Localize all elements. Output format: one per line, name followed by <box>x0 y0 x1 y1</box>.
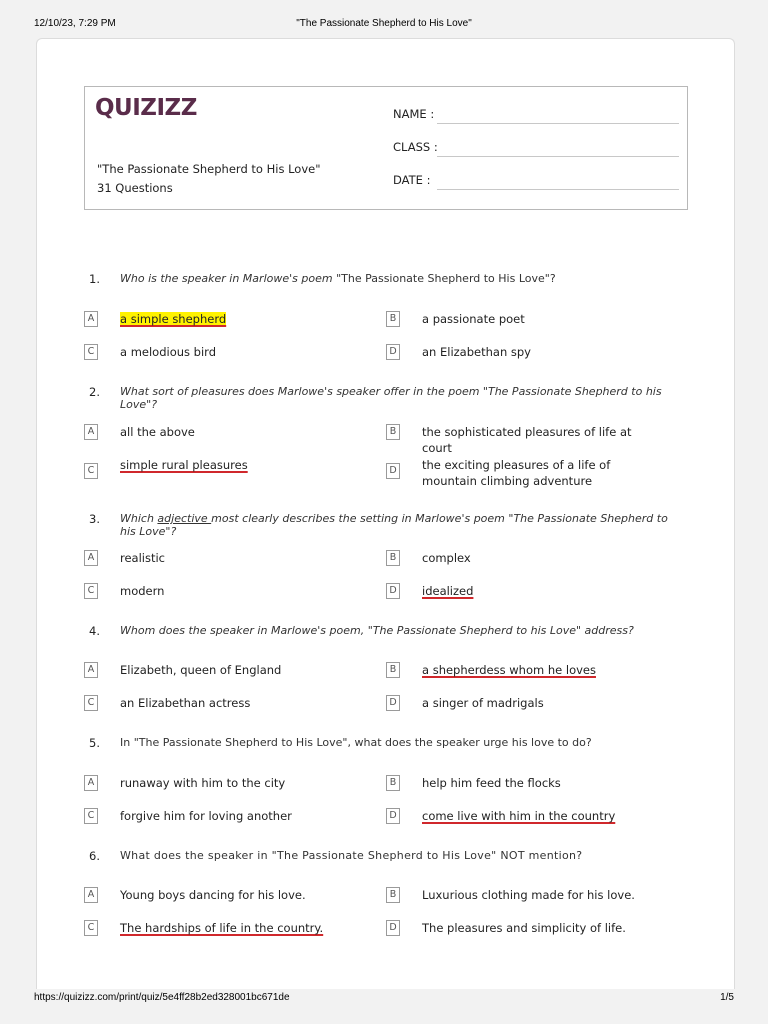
option-text: the sophisticated pleasures of life at court <box>422 425 632 455</box>
option-text: all the above <box>120 425 195 439</box>
question-text: In "The Passionate Shepherd to His Love", what does the speaker urge his love to do? <box>120 736 592 749</box>
print-datetime: 12/10/23, 7:29 PM <box>34 18 116 29</box>
option-text: a singer of madrigals <box>422 696 544 710</box>
option-c[interactable] <box>84 457 374 491</box>
option-letter: B <box>386 311 400 327</box>
date-line <box>437 189 679 190</box>
option-letter: C <box>84 463 98 479</box>
worksheet-header <box>84 86 688 210</box>
option-text: Elizabeth, queen of England <box>120 663 282 677</box>
page-number: 1/5 <box>720 992 734 1003</box>
option-text: simple rural pleasures <box>120 458 248 472</box>
question-number: 2. <box>89 385 100 399</box>
option-text: complex <box>422 551 471 565</box>
option-a[interactable] <box>84 424 374 458</box>
option-b[interactable] <box>386 662 676 696</box>
date-label: DATE : <box>393 173 431 187</box>
option-letter: C <box>84 808 98 824</box>
option-letter: D <box>386 808 400 824</box>
option-b[interactable] <box>386 887 676 921</box>
question-text <box>120 272 680 285</box>
print-header <box>0 0 768 36</box>
question-number: 5. <box>89 736 100 750</box>
option-letter: D <box>386 583 400 599</box>
option-text: an Elizabethan spy <box>422 345 531 359</box>
option-text: The pleasures and simplicity of life. <box>422 921 626 935</box>
option-d[interactable] <box>386 808 676 842</box>
option-b[interactable] <box>386 424 676 458</box>
option-letter: D <box>386 920 400 936</box>
name-label: NAME : <box>393 107 435 121</box>
option-d[interactable] <box>386 457 676 491</box>
option-letter: A <box>84 550 98 566</box>
print-url: https://quizizz.com/print/quiz/5e4ff28b2ed328001bc671de <box>34 992 290 1003</box>
option-text: the exciting pleasures of a life of mountain climbing adventure <box>422 458 611 488</box>
class-field[interactable] <box>393 140 679 160</box>
option-letter: B <box>386 550 400 566</box>
option-letter: B <box>386 775 400 791</box>
class-label: CLASS : <box>393 140 438 154</box>
question-number: 6. <box>89 849 100 863</box>
name-line <box>437 123 679 124</box>
option-letter: A <box>84 424 98 440</box>
question-text <box>120 512 680 538</box>
question-text-part: Which <box>120 512 158 525</box>
option-text: come live with him in the country <box>422 809 616 823</box>
question-number: 3. <box>89 512 100 526</box>
question-count: 31 Questions <box>97 181 173 195</box>
option-b[interactable] <box>386 550 676 584</box>
option-text: The hardships of life in the country. <box>120 921 324 935</box>
option-text: a shepherdess whom he loves <box>422 663 596 677</box>
option-letter: A <box>84 887 98 903</box>
question-keyword: adjective <box>157 512 212 525</box>
question-number: 1. <box>89 272 100 286</box>
question-text: What does the speaker in "The Passionate Shepherd to His Love" NOT mention? <box>120 849 583 862</box>
option-c[interactable] <box>84 344 374 378</box>
option-letter: A <box>84 662 98 678</box>
question-text-italic: Who is the speaker in Marlowe's poem <box>120 272 337 285</box>
option-letter: C <box>84 920 98 936</box>
option-a[interactable] <box>84 311 374 345</box>
option-text: a melodious bird <box>120 345 216 359</box>
option-d[interactable] <box>386 695 676 729</box>
option-c[interactable] <box>84 583 374 617</box>
option-c[interactable] <box>84 695 374 729</box>
option-text: idealized <box>422 584 474 598</box>
option-letter: B <box>386 887 400 903</box>
option-letter: D <box>386 344 400 360</box>
option-text: realistic <box>120 551 166 565</box>
question-text-part: most clearly describes the setting in Marlowe's poem "The Passionate Shepherd to his Love"? <box>120 512 668 538</box>
option-text: a simple shepherd <box>120 312 227 326</box>
option-c[interactable] <box>84 920 374 954</box>
option-c[interactable] <box>84 808 374 842</box>
quizizz-logo: QUIZIZZ <box>95 95 197 121</box>
option-text: help him feed the flocks <box>422 776 561 790</box>
option-text: an Elizabethan actress <box>120 696 251 710</box>
class-line <box>437 156 679 157</box>
print-title: "The Passionate Shepherd to His Love" <box>296 18 472 29</box>
option-text: runaway with him to the city <box>120 776 286 790</box>
question-number: 4. <box>89 624 100 638</box>
date-field[interactable] <box>393 173 679 193</box>
option-letter: A <box>84 775 98 791</box>
option-a[interactable] <box>84 775 374 809</box>
option-text: Luxurious clothing made for his love. <box>422 888 635 902</box>
option-letter: A <box>84 311 98 327</box>
option-letter: C <box>84 583 98 599</box>
question-text: What sort of pleasures does Marlowe's speaker offer in the poem "The Passionate Shepherd to his Love"? <box>120 385 662 411</box>
option-letter: D <box>386 463 400 479</box>
question-text: Whom does the speaker in Marlowe's poem, "The Passionate Shepherd to his Love" address? <box>120 624 634 637</box>
option-a[interactable] <box>84 887 374 921</box>
option-a[interactable] <box>84 662 374 696</box>
option-d[interactable] <box>386 920 676 954</box>
option-a[interactable] <box>84 550 374 584</box>
option-b[interactable] <box>386 775 676 809</box>
option-d[interactable] <box>386 344 676 378</box>
option-text: modern <box>120 584 165 598</box>
worksheet-page <box>36 38 735 989</box>
option-letter: B <box>386 424 400 440</box>
option-letter: C <box>84 695 98 711</box>
option-b[interactable] <box>386 311 676 345</box>
option-letter: D <box>386 695 400 711</box>
option-text: forgive him for loving another <box>120 809 292 823</box>
option-text: Young boys dancing for his love. <box>120 888 306 902</box>
option-letter: C <box>84 344 98 360</box>
option-d[interactable] <box>386 583 676 617</box>
option-text: a passionate poet <box>422 312 525 326</box>
print-footer <box>0 988 768 1024</box>
question-text-plain: "The Passionate Shepherd to His Love"? <box>336 272 556 285</box>
option-letter: B <box>386 662 400 678</box>
name-field[interactable] <box>393 107 679 127</box>
quiz-title: "The Passionate Shepherd to His Love" <box>97 162 321 176</box>
